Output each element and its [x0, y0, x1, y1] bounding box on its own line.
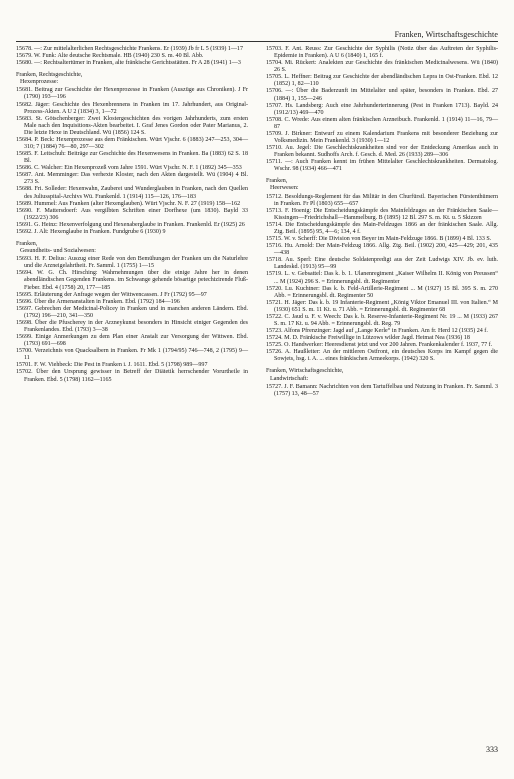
bibliography-entry: 15694. W. G. Ch. Hirsching: Wahrnehmungen über die einige Jahre her in denen abendländischen Gegenden Frankens. im Schwange gehende bösartige petechizirende Fluß-Fieber. Ebd. 4 (1758) 20, 177—185	[16, 270, 248, 291]
bibliography-entry: 15704. Mi. Rückert: Analekten zur Geschichte des fränkischen Medicinalwesens. Wü (1840) 26 S.	[266, 60, 498, 74]
section-heading	[16, 72, 248, 86]
bibliography-entry: 15725. O. Handwerker: Heeresdienst jetzt und vor 200 Jahren. Frankenkalender f. 1937, 77 f.	[266, 342, 493, 349]
bibliography-entry: 15726. A. Haußleiter: An der mittleren Ostfront, ein deutsches Korps im Kampf gegen die Sowjets, hsg. i. A. ... eines fränkischen Armeekorps. (1942) 320 S.	[266, 349, 498, 363]
section-heading-subtitle: Landwirtschaft:	[270, 375, 309, 382]
section-heading-title: Franken, Rechtsgeschichte,	[16, 72, 83, 79]
bibliography-entry: 15691. G. Heinz: Hexenverfolgung und Hexenaberglaube in Franken. Frankenld. Er (1925) 26	[16, 221, 245, 228]
section-heading	[266, 178, 498, 192]
bibliography-entry: 15727. J. F. Bamann: Nachrichten von dem Tartuffelbau und Nutzung in Franken. Fr. Samml. 3 (1757) 13, 48—57	[266, 383, 498, 397]
header-rule	[16, 41, 498, 42]
bibliography-entry: 15708. C. Wrede: Aus einem alten fränkischen Arzneibuch. Frankenld. 1 (1914) 11—16, 79—87	[266, 116, 498, 130]
bibliography-entry: 15714. Die Entscheidungskämpfe des Main-Feldzuges 1866 an der fränkischen Saale. Allg. Ztg. Beil. (1895) 95, 4—6; 134, 4 f.	[266, 221, 498, 235]
bibliography-entry: 15706. —: Über die Baderzunft im Mittelalter und später, besonders in Franken. Ebd. 27 (1884) 1, 155—246	[266, 88, 498, 102]
bibliography-entry: 15712. Besoldungs-Reglement für das Militär in den Churfürstl. Bayerischen Fürstenthümern in Franken. Fr Pl (1803) 655—657	[266, 193, 498, 207]
bibliography-entry: 15684. P. Beck: Hexenprozesse aus dem Fränkischen. Würt Vjschr. 6 (1883) 247—253, 304—310; 7 (1884) 76—80, 297—302	[16, 136, 248, 151]
bibliography-entry: 15679. W. Funk: Alte deutsche Rechtsmale. HB (1940) 230 S. m. 40 Bl. Abb.	[16, 53, 204, 60]
bibliography-entry: 15719. L. v. Gebsattel: Das k. b. 1. Ulanenregiment „Kaiser Wilhelm II. König von Preussen“ ... M (1924) 296 S. = Erinnerungsbl. dt. Regimenter	[266, 271, 498, 285]
section-heading-subtitle: Heerwesen:	[270, 185, 299, 192]
bibliography-entry: 15707. Hs. Landsberg: Auch eine Jahrhunderterinnerung (Pest in Franken 1713). Bayld. 24 (1912/13) 469—470	[266, 102, 498, 116]
bibliography-entry: 15700. Verzeichnis von Quacksalbern in Franken. Fr Mk 1 (1794/95) 746—748, 2 (1795) 9—11	[16, 348, 248, 362]
bibliography-entry: 15713. F. Hoenig: Die Entscheidungskämpfe des Mainfeldzuges an der Fränkischen Saale—Kissingen—Friedrichshall—Hammelburg. B (1895) 12 Bl. 297 S. m. Kt. u. 5 Skizzen	[266, 207, 498, 221]
bibliography-entry: 15687. Ant. Memminger: Das verhexte Kloster, nach den Akten dargestellt. Wü (1904) 4 Bl. 273 S.	[16, 172, 248, 186]
bibliography-entry: 15688. Fri. Solleder: Hexenwahn, Zauberei und Wunderglauben in Franken, nach den Quellen des Juliusspital-Archivs Wü. Frankenld. 1 (1914) 115—126, 176—183	[16, 186, 248, 200]
bibliography-entry: 15703. F. Ant. Reuss: Zur Geschichte der Syphilis (Notiz über das Auftreten der Syphilis-Epidemie in Franken). A U 6 (1840) 1, 165 f.	[266, 46, 498, 60]
bibliography-entry: 15702. Über den Ursprung gewisser in Betreff der Diätetik herrschender Vorurtheile in Franken. Ebd. 5 (1798) 1162—1165	[16, 369, 248, 383]
right-column	[266, 46, 498, 398]
bibliography-entry: 15686. C. Walcher: Ein Hexenprozeß vom Jahre 1591. Würt Vjschr. N. F. 1 (1892) 345—353	[16, 165, 242, 172]
section-heading-subtitle: Hexenprozesse:	[20, 79, 59, 86]
bibliography-entry: 15682. Jäger: Geschichte des Hexenbrennens in Franken im 17. Jahrhundert, aus Original-Prozess-Akten. A U 2 (1834) 3, 1—72	[16, 101, 248, 115]
bibliography-entry: 15724. M. D. Fränkische Freiwillige in Lützows wilder Jagd. Heimat Nea (1936) 18	[266, 335, 470, 342]
bibliography-entry: 15693. H. F. Delius: Auszug einer Rede von den Bemühungen der Franken um die Naturlehre und die Arzneigelahrtheit. Fr. Samml. 1 (1755) 1—15	[16, 256, 248, 270]
running-header: Franken, Wirtschaftsgeschichte	[394, 30, 498, 39]
bibliography-entry: 15720. Lu. Kuchtner: Das k. b. Feld-Artillerie-Regiment ... M (1927) 15 Bl. 395 S. m. 270 Abb. = Erinnerungsbl. dt. Regimenter 50	[266, 285, 498, 299]
page-number: 333	[486, 745, 498, 754]
bibliography-entry: 15681. Beitrag zur Geschichte der Hexenprozesse in Franken (Auszüge aus Chroniken). J Fr (1790) 193—196	[16, 87, 248, 101]
section-heading	[16, 241, 248, 255]
bibliography-entry: 15721. H. Jäger: Das k. b. 19 Infanterie-Regiment „König Viktor Emanuel III. von Italien.“ M (1930) 651 S. m. 11 Kt. u. 71 Abb. = Erinnerungsbl. dt. Regimenter 68	[266, 299, 498, 313]
bibliography-entry: 15701. F. W. Viehbeck: Die Pest in Franken i. J. 1611. Ebd. 5 (1798) 989—997	[16, 362, 208, 369]
bibliography-entry: 15699. Einige Anmerkungen zu dem Plan einer Anstalt zur Versorgung der Wittwen. Ebd. (1793) 691—698	[16, 334, 248, 348]
bibliography-entry: 15715. W. v. Scherff: Die Division von Beyer im Main-Feldzuge 1866. B (1899) 4 Bl. 133 S.	[266, 236, 492, 243]
bibliography-entry: 15698. Über die Pfuscherey in der Arzneykunst besonders in Hinsicht einiger Gegenden des Frankenlandes. Ebd. (1793) 3—38	[16, 319, 248, 333]
bibliography-entry: 15709. J. Birkner: Entwurf zu einem Kalendarium Frankens mit besonderer Beziehung zur Volksmedizin. Mein Frankenld. 3 (1930) 1—12	[266, 130, 498, 145]
bibliography-entry: 15697. Gebrechen der Medicinal-Policey in Franken und in manchen anderen Ländern. Ebd. (1792) 196—210, 341—350	[16, 305, 248, 319]
section-heading-title: Franken, Wirtschaftsgeschichte,	[266, 368, 344, 375]
bibliography-entry: 15690. F. Mattersdoerf: Aus vergilbten Schriften einer Dorfhexe (um 1830). Bayld 33 (1922/23) 306	[16, 207, 248, 221]
bibliography-entry: 15680. —: Rechtsaltertümer in Franken, alte fränkische Gerichtsstätten. Fr A 28 (1941) 1—3	[16, 60, 241, 67]
bibliography-entry: 15683. St. Götschenberger: Zwei Klostergeschichten des vorigen Jahrhunderts, zum ersten Male nach den Inquisitions-Akten bearbeitet. I. Graf Jenes Gordon oder Pater Marianus, 2. Die letzte Hexe in Deutschland. Wü (1856) 124 S.	[16, 115, 248, 136]
bibliography-entry: 15689. Hummel: Aus Franken (alter Hexenglauben). Würt Vjschr. N. F. 27 (1919) 158—162	[16, 200, 241, 207]
left-column	[16, 46, 248, 384]
bibliography-entry: 15685. F. Leitschuh: Beiträge zur Geschichte des Hexenwesens in Franken. Ba (1883) 62 S. 18 Bl.	[16, 151, 248, 165]
section-heading-title: Franken,	[266, 178, 288, 185]
section-heading-subtitle: Gesundheits- und Sozialwesen:	[20, 248, 96, 255]
bibliography-entry: 15718. Au. Sperl: Eine deutsche Soldatenpredigt aus der Zeit Ludwigs XIV. Jb. ev. luth. Landeskd. (1913) 95—99	[266, 257, 498, 271]
bibliography-entry: 15696. Über die Armenanstalten in Franken. Ebd. (1792) 184—196	[16, 298, 180, 305]
bibliography-entry: 15710. Au. Jegel: Die Geschlechtskrankheiten sind vor der Entdeckung Amerikas auch in Franken bekannt. Sudhoffs Arch. f. Gesch. d. Med. 26 (1933) 289—306	[266, 145, 498, 159]
bibliography-entry: 15678. —: Zur mittelalterlichen Rechtsgeschichte Frankens. Er (1939) Jb fr L 5 (1939) 1—17	[16, 46, 243, 52]
bibliography-entry: 15722. C. Jaud u. F. v. Weech: Das k. b. Reserve-Infanterie-Regiment Nr. 19 ... M (1933) 267 S. m. 17 Kt. u. 94 Abb. = Erinnerungsbl. dt. Reg. 79	[266, 313, 498, 327]
bibliography-entry: 15705. L. Heffner: Beitrag zur Geschichte der abendländischen Lepra in Ost-Franken. Ebd. 12 (1852) 1, 82—110	[266, 74, 498, 88]
bibliography-entry: 15695. Erläuterung der Anfrage wegen der Wittwencassen. J Fr (1792) 95—97	[16, 291, 207, 298]
bibliography-entry: 15723. Alfons Pfrenzinger: Jagd auf „Lange Kerle“ in Franken. Am fr. Herd 12 (1935) 24 f.	[266, 328, 488, 335]
bibliography-entry: 15711. —: Auch Franken kennt im frühen Mittelalter Geschlechtskrankheiten. Dermatolog. Wschr. 98 (1934) 466—471	[266, 159, 498, 173]
bibliography-entry: 15716. Hu. Arnold: Der Main-Feldzug 1866. Allg. Ztg. Beil. (1902) 200, 425—429; 201, 435—438	[266, 243, 498, 257]
bibliography-entry: 15692. J. Alt: Hexenglaube in Franken. Fundgrube 6 (1930) 9	[16, 228, 166, 235]
section-heading	[266, 368, 498, 382]
section-heading-title: Franken,	[16, 241, 38, 248]
